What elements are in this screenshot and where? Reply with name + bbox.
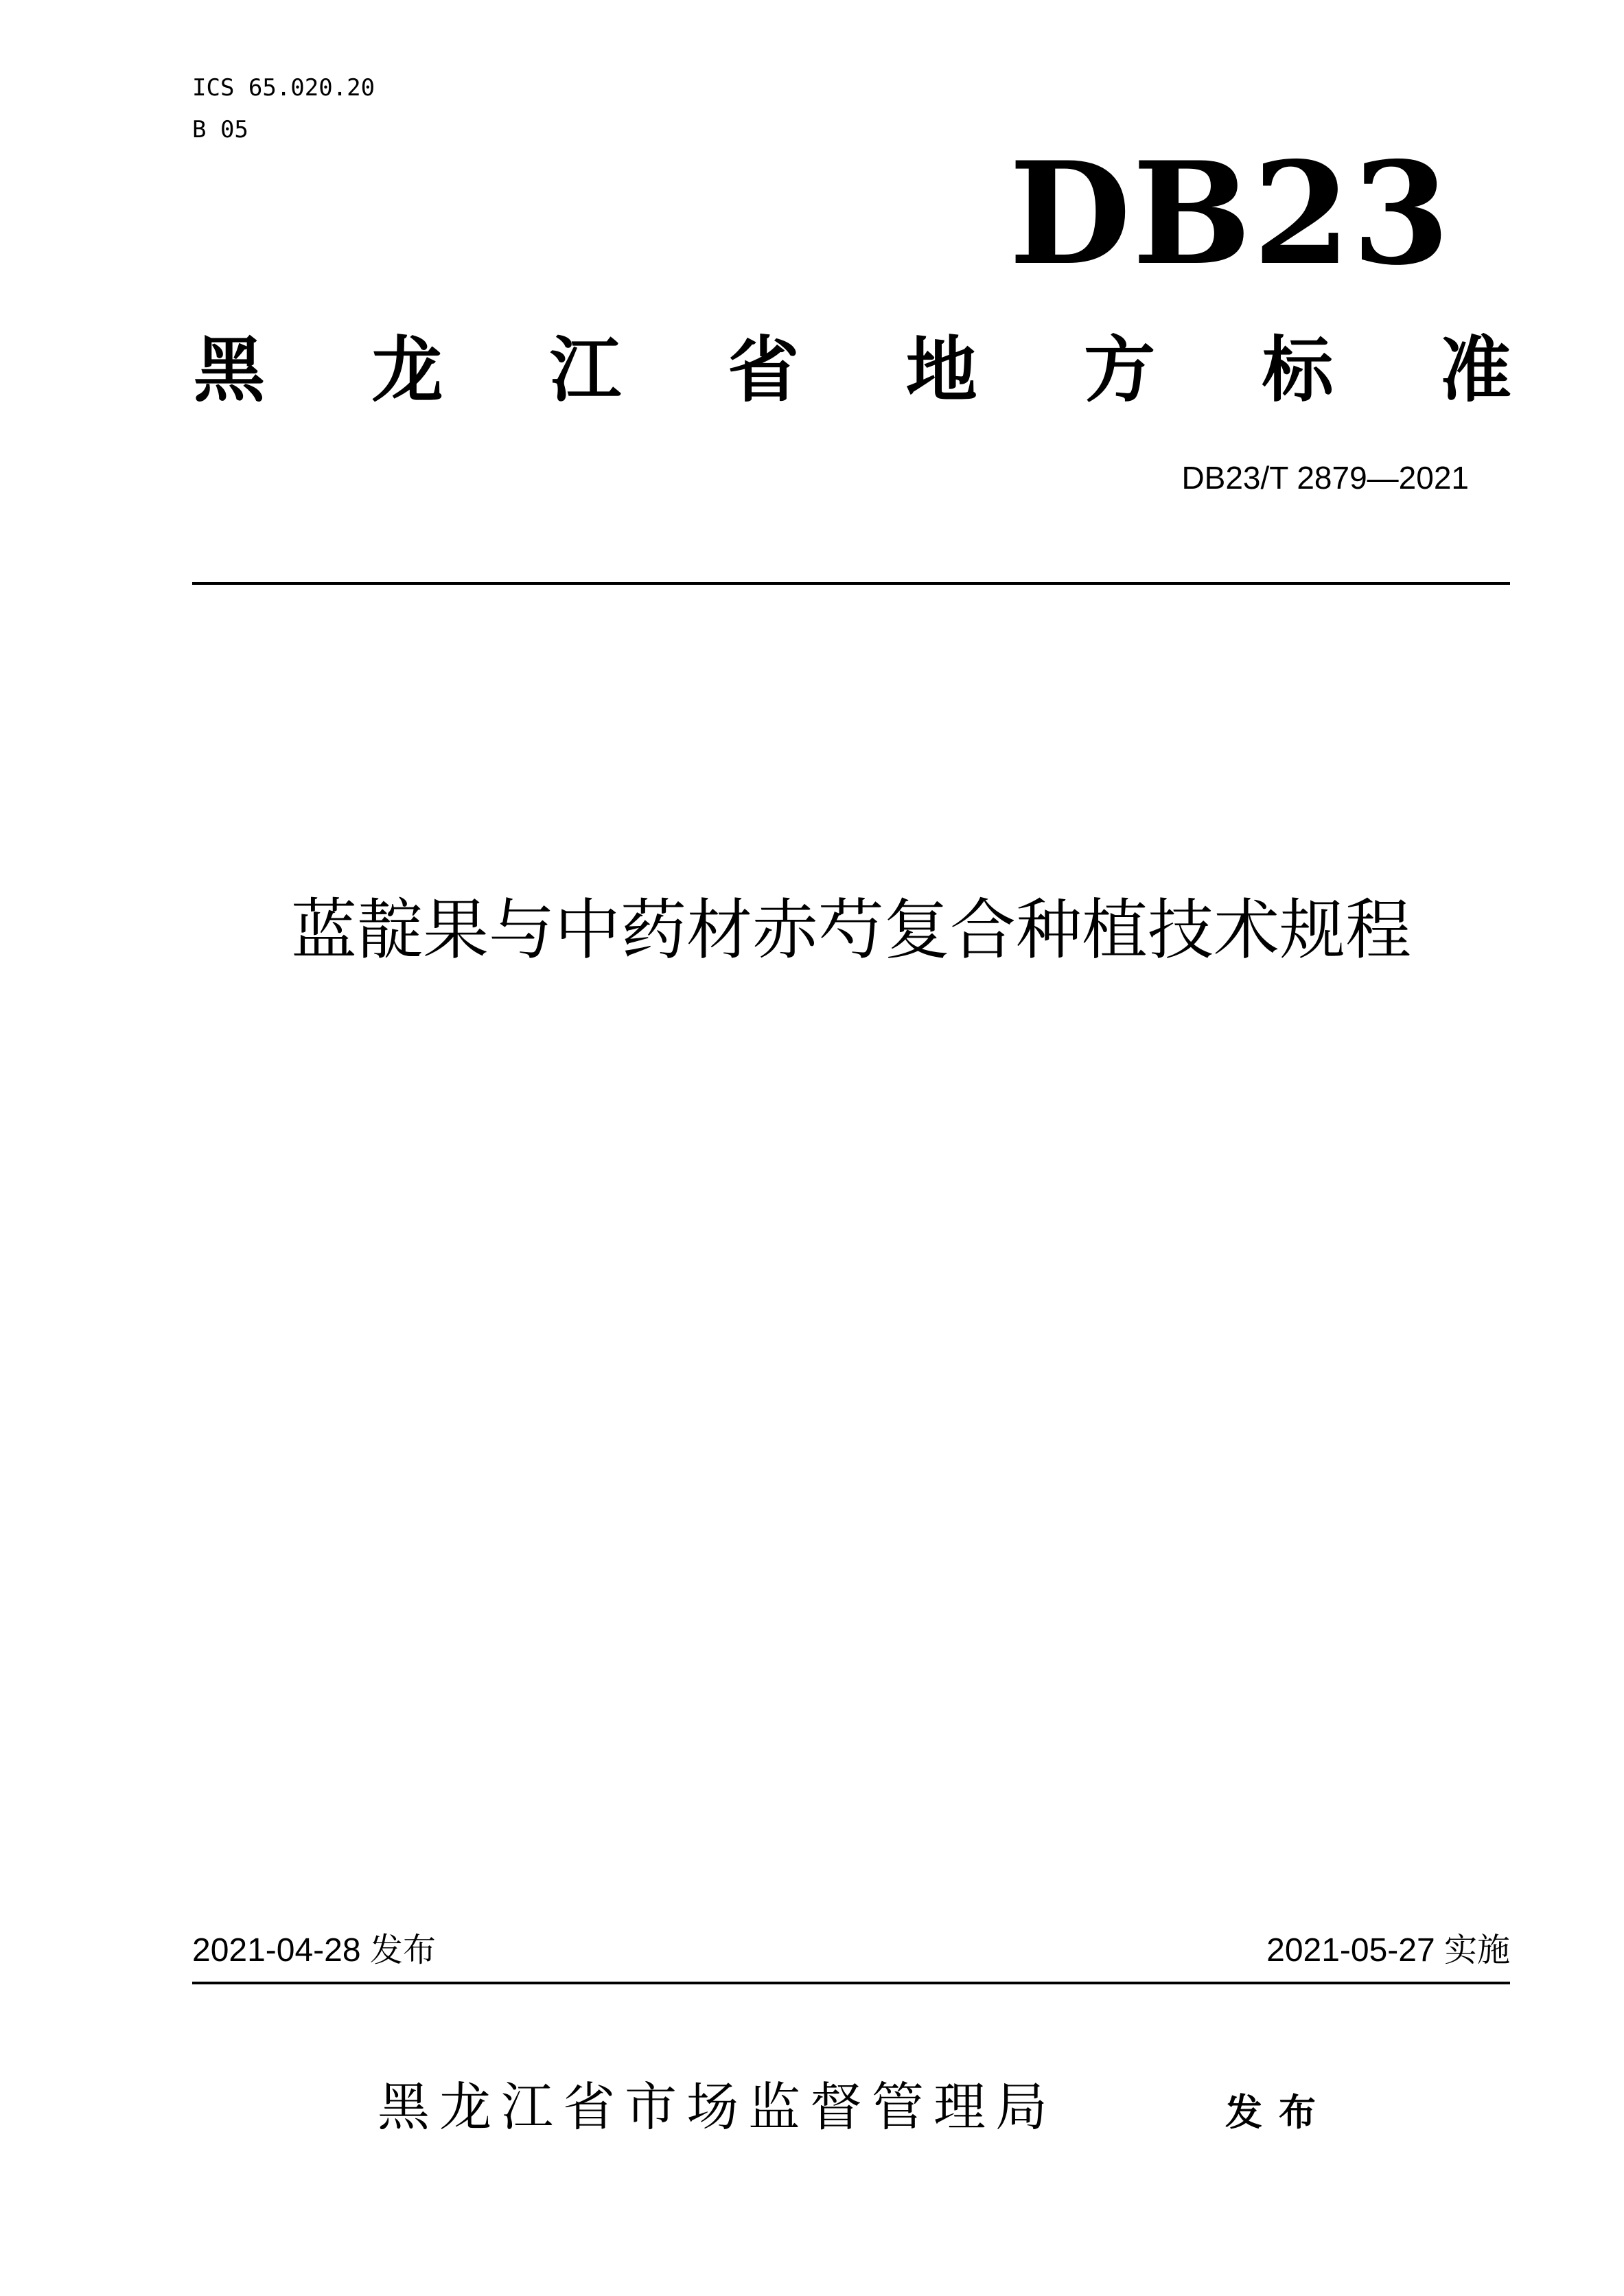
standard-type-char: 黑	[194, 328, 266, 412]
top-divider	[192, 582, 1510, 585]
standard-type-char: 省	[728, 328, 800, 412]
classification-code: B 05	[192, 116, 248, 143]
document-title: 蓝靛果与中药材赤芍复合种植技术规程	[291, 892, 1411, 969]
issuing-authority: 黑龙江省市场监督管理局	[378, 2076, 1057, 2137]
standard-number: DB23/T 2879—2021	[1181, 460, 1469, 496]
standard-type-char: 准	[1439, 328, 1511, 412]
standard-type-char: 龙	[371, 328, 443, 412]
implement-date: 2021-05-27 实施	[1266, 1932, 1510, 1969]
standard-type-char: 江	[549, 328, 621, 412]
ics-code: ICS 65.020.20	[192, 74, 375, 102]
standard-type-heading	[194, 316, 1511, 412]
standard-type-char: 方	[1084, 328, 1156, 412]
standard-type-char: 标	[1262, 328, 1334, 412]
issue-label: 发布	[1225, 2090, 1332, 2134]
publish-date: 2021-04-28 发布	[192, 1932, 436, 1969]
standard-code-logo: DB23	[1009, 132, 1452, 297]
bottom-divider	[192, 1982, 1510, 1984]
standard-type-char: 地	[905, 328, 977, 412]
